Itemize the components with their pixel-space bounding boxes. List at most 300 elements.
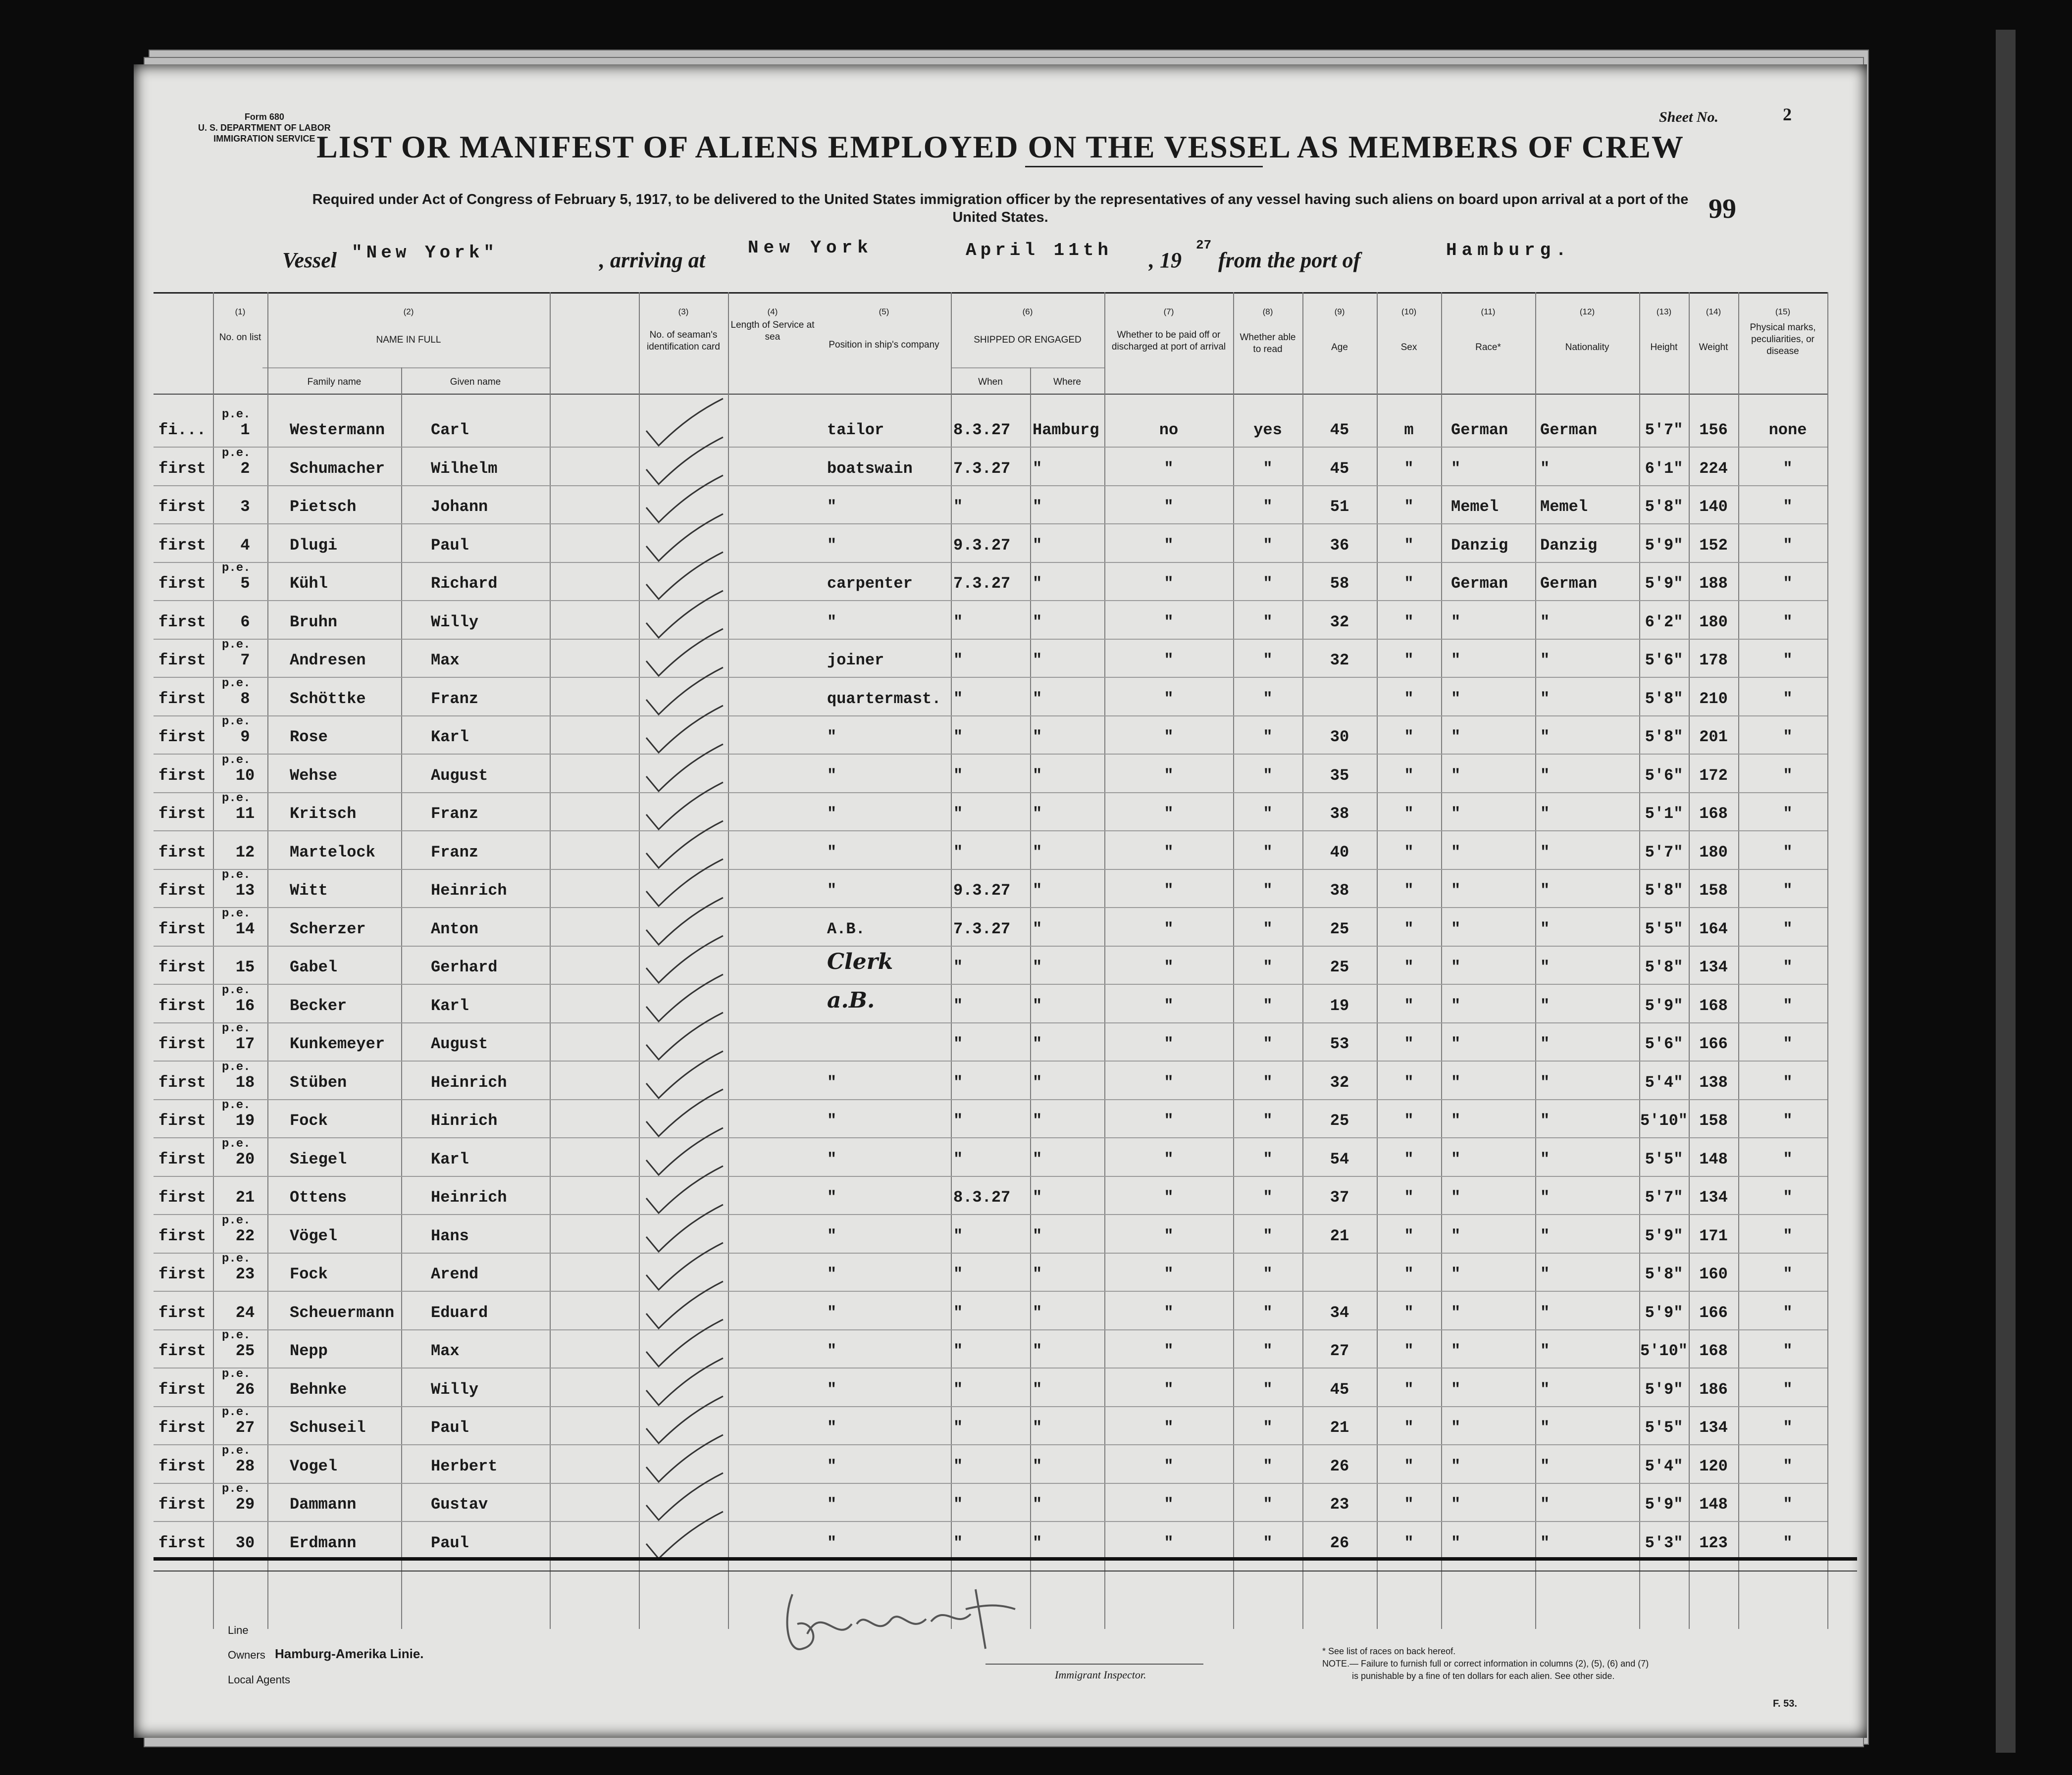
position: joiner xyxy=(827,651,884,669)
family-name: Schöttke xyxy=(290,689,366,708)
sex: " xyxy=(1404,1035,1414,1053)
nationality: " xyxy=(1540,843,1550,862)
position: " xyxy=(827,881,837,900)
weight: 188 xyxy=(1699,574,1728,593)
family-name: Gabel xyxy=(290,958,338,976)
position: A.B. xyxy=(827,919,865,938)
physical-marks: " xyxy=(1783,459,1793,478)
pe-mark: p.e. xyxy=(222,638,251,652)
nationality: " xyxy=(1540,1265,1550,1283)
table-row xyxy=(134,1294,1867,1332)
nationality: " xyxy=(1540,1419,1550,1437)
row-number: 30 xyxy=(235,1533,255,1552)
given-name: Paul xyxy=(431,1419,469,1437)
sex: " xyxy=(1404,728,1414,746)
shipped-when: " xyxy=(953,1265,963,1283)
position: tailor xyxy=(827,421,884,439)
shipped-where: " xyxy=(1033,1495,1042,1514)
height: 5'7" xyxy=(1645,1188,1683,1207)
row-prefix: first xyxy=(158,1303,207,1322)
table-row xyxy=(134,948,1867,987)
given-name: August xyxy=(431,766,488,785)
able-to-read: " xyxy=(1263,1073,1273,1092)
age: 54 xyxy=(1330,1150,1349,1168)
age: 35 xyxy=(1330,766,1349,785)
age: 25 xyxy=(1330,958,1349,976)
row-number: 10 xyxy=(235,766,255,785)
paid-off: " xyxy=(1164,651,1174,669)
row-rule xyxy=(154,792,1827,793)
position: " xyxy=(827,498,837,516)
manifest-page xyxy=(134,64,1867,1738)
shipped-where: " xyxy=(1033,498,1042,516)
able-to-read: " xyxy=(1263,1380,1273,1399)
shipped-where: " xyxy=(1033,536,1042,555)
paid-off: " xyxy=(1164,1342,1174,1360)
row-number: 25 xyxy=(235,1342,255,1360)
row-prefix: first xyxy=(158,1533,207,1552)
row-prefix: first xyxy=(158,612,207,631)
paid-off: " xyxy=(1164,1303,1174,1322)
pe-mark: p.e. xyxy=(222,1482,251,1496)
paid-off: " xyxy=(1164,1188,1174,1207)
col-number: (5) xyxy=(879,307,889,316)
race: " xyxy=(1451,651,1461,669)
shipped-when: " xyxy=(953,1303,963,1322)
row-rule xyxy=(154,869,1827,870)
family-name: Vogel xyxy=(290,1457,338,1475)
row-number: 5 xyxy=(240,574,250,593)
shipped-where: " xyxy=(1033,919,1042,938)
shipped-when: " xyxy=(953,805,963,823)
given-name: Willy xyxy=(431,1380,479,1399)
shipped-where: " xyxy=(1033,728,1042,746)
height: 5'6" xyxy=(1645,651,1683,669)
weight: 224 xyxy=(1699,459,1728,478)
physical-marks: " xyxy=(1783,766,1793,785)
nationality: " xyxy=(1540,728,1550,746)
row-number: 4 xyxy=(240,536,250,555)
race: " xyxy=(1451,728,1461,746)
sex: " xyxy=(1404,958,1414,976)
height: 5'10" xyxy=(1640,1112,1688,1130)
age: 53 xyxy=(1330,1035,1349,1053)
given-name: Franz xyxy=(431,805,479,823)
physical-marks: " xyxy=(1783,728,1793,746)
position: Clerk xyxy=(827,949,893,974)
shipped-where: " xyxy=(1033,766,1042,785)
physical-marks: " xyxy=(1783,1265,1793,1283)
table-row xyxy=(134,1099,1867,1140)
sex: " xyxy=(1404,805,1414,823)
pe-mark: p.e. xyxy=(222,868,251,882)
position: " xyxy=(827,612,837,631)
weight: 120 xyxy=(1699,1457,1728,1475)
row-rule xyxy=(154,1483,1827,1484)
row-number: 22 xyxy=(235,1226,255,1245)
shipped-where: " xyxy=(1033,1112,1042,1130)
family-name: Kühl xyxy=(290,574,328,593)
shipped-when: " xyxy=(953,1457,963,1475)
table-row xyxy=(134,446,1867,488)
sex: " xyxy=(1404,1188,1414,1207)
position: " xyxy=(827,1419,837,1437)
nationality: Memel xyxy=(1540,498,1588,516)
arriving-port: New York xyxy=(748,238,873,258)
shipped-where: " xyxy=(1033,1303,1042,1322)
family-name: Dlugi xyxy=(290,536,338,555)
age: 32 xyxy=(1330,1073,1349,1092)
shipped-where: " xyxy=(1033,1150,1042,1168)
row-prefix: first xyxy=(158,459,207,478)
col-number: (4) xyxy=(767,307,778,316)
given-name: Karl xyxy=(431,1150,469,1168)
header-height: Height xyxy=(1650,342,1678,353)
header-physical-marks: Physical marks, peculiarities, or disease xyxy=(1750,322,1816,356)
race: " xyxy=(1451,1533,1461,1552)
position: " xyxy=(827,1495,837,1514)
height: 5'1" xyxy=(1645,805,1683,823)
row-prefix: first xyxy=(158,1226,207,1245)
physical-marks: " xyxy=(1783,958,1793,976)
shipped-subheader-line xyxy=(951,367,1104,368)
race: " xyxy=(1451,1150,1461,1168)
race: " xyxy=(1451,805,1461,823)
nationality: " xyxy=(1540,1035,1550,1053)
paid-off: " xyxy=(1164,805,1174,823)
height: 5'8" xyxy=(1645,1265,1683,1283)
shipped-when: " xyxy=(953,1035,963,1053)
race: Memel xyxy=(1451,498,1499,516)
table-row xyxy=(134,488,1867,526)
footer-line-label: Line xyxy=(228,1624,249,1636)
shipped-when: " xyxy=(953,1150,963,1168)
pe-mark: p.e. xyxy=(222,676,251,690)
age: 51 xyxy=(1330,498,1349,516)
given-name: Gustav xyxy=(431,1495,488,1514)
row-prefix: first xyxy=(158,958,207,976)
shipped-when: 7.3.27 xyxy=(953,919,1011,938)
given-name: Johann xyxy=(431,498,488,516)
pe-mark: p.e. xyxy=(222,983,251,997)
given-name: Hinrich xyxy=(431,1112,498,1130)
nationality: " xyxy=(1540,1073,1550,1092)
height: 5'9" xyxy=(1645,1303,1683,1322)
nationality: " xyxy=(1540,958,1550,976)
weight: 180 xyxy=(1699,843,1728,862)
sex: " xyxy=(1404,1342,1414,1360)
row-prefix: first xyxy=(158,1495,207,1514)
physical-marks: " xyxy=(1783,651,1793,669)
shipped-when: " xyxy=(953,1495,963,1514)
age: 25 xyxy=(1330,919,1349,938)
paid-off: " xyxy=(1164,536,1174,555)
nationality: " xyxy=(1540,1457,1550,1475)
race: " xyxy=(1451,459,1461,478)
weight: 164 xyxy=(1699,919,1728,938)
table-row xyxy=(134,1406,1867,1447)
table-row xyxy=(134,1022,1867,1064)
weight: 210 xyxy=(1699,689,1728,708)
shipped-when: " xyxy=(953,958,963,976)
shipped-when: " xyxy=(953,1533,963,1552)
table-row xyxy=(134,1178,1867,1217)
family-name: Vögel xyxy=(290,1226,338,1245)
nationality: " xyxy=(1540,1188,1550,1207)
physical-marks: " xyxy=(1783,1112,1793,1130)
table-row xyxy=(134,907,1867,949)
header-position: Position in ship's company xyxy=(829,340,939,350)
height: 5'5" xyxy=(1645,1150,1683,1168)
pe-mark: p.e. xyxy=(222,1367,251,1381)
given-name: Eduard xyxy=(431,1303,488,1322)
row-rule xyxy=(154,447,1827,448)
able-to-read: " xyxy=(1263,1457,1273,1475)
col-number: (13) xyxy=(1656,307,1672,316)
sex: " xyxy=(1404,1226,1414,1245)
nationality: " xyxy=(1540,1342,1550,1360)
col-number: (14) xyxy=(1706,307,1721,316)
nationality: " xyxy=(1540,1380,1550,1399)
weight: 148 xyxy=(1699,1495,1728,1514)
shipped-when: " xyxy=(953,1419,963,1437)
col-number: (11) xyxy=(1481,307,1496,316)
header-length-service: Length of Service at sea xyxy=(730,320,815,342)
given-name: Carl xyxy=(431,421,469,439)
name-subheader-line xyxy=(262,367,550,368)
shipped-where: " xyxy=(1033,1380,1042,1399)
able-to-read: " xyxy=(1263,996,1273,1015)
sex: m xyxy=(1404,421,1414,439)
given-name: Willy xyxy=(431,612,479,631)
pe-mark: p.e. xyxy=(222,1329,251,1342)
age: 32 xyxy=(1330,651,1349,669)
height: 6'1" xyxy=(1645,459,1683,478)
able-to-read: " xyxy=(1263,843,1273,862)
family-name: Ottens xyxy=(290,1188,347,1207)
sex: " xyxy=(1404,1265,1414,1283)
race: " xyxy=(1451,996,1461,1015)
age: 38 xyxy=(1330,881,1349,900)
shipped-where: " xyxy=(1033,1419,1042,1437)
row-number: 11 xyxy=(235,805,255,823)
physical-marks: " xyxy=(1783,1380,1793,1399)
able-to-read: " xyxy=(1263,612,1273,631)
row-rule xyxy=(154,1368,1827,1369)
given-name: Franz xyxy=(431,689,479,708)
sex: " xyxy=(1404,612,1414,631)
race: " xyxy=(1451,1457,1461,1475)
paid-off: " xyxy=(1164,1112,1174,1130)
paid-off: " xyxy=(1164,1073,1174,1092)
footer-owners-label: Owners xyxy=(228,1649,265,1661)
pe-mark: p.e. xyxy=(222,1406,251,1419)
nationality: " xyxy=(1540,1495,1550,1514)
given-name: Heinrich xyxy=(431,1188,507,1207)
row-number: 9 xyxy=(240,728,250,746)
nationality: " xyxy=(1540,612,1550,631)
shipped-when: " xyxy=(953,689,963,708)
table-top-border xyxy=(154,292,1827,294)
row-rule xyxy=(154,907,1827,908)
family-name: Rose xyxy=(290,728,328,746)
paid-off: " xyxy=(1164,958,1174,976)
position: carpenter xyxy=(827,574,913,593)
header-weight: Weight xyxy=(1699,342,1728,353)
weight: 140 xyxy=(1699,498,1728,516)
weight: 138 xyxy=(1699,1073,1728,1092)
age: 25 xyxy=(1330,1112,1349,1130)
table-row xyxy=(134,526,1867,565)
header-name-in-full: NAME IN FULL xyxy=(376,335,441,345)
pe-mark: p.e. xyxy=(222,1137,251,1151)
shipped-where: " xyxy=(1033,612,1042,631)
given-name: Max xyxy=(431,1342,460,1360)
paid-off: " xyxy=(1164,1533,1174,1552)
row-prefix: first xyxy=(158,843,207,862)
shipped-when: " xyxy=(953,1342,963,1360)
col-number: (1) xyxy=(235,307,246,316)
form-identifier: Form 680 U. S. DEPARTMENT OF LABOR IMMIGRATION SERVICE xyxy=(198,112,331,144)
nationality: " xyxy=(1540,766,1550,785)
row-number: 23 xyxy=(235,1265,255,1283)
able-to-read: " xyxy=(1263,574,1273,593)
row-rule xyxy=(154,1406,1827,1407)
paid-off: " xyxy=(1164,689,1174,708)
able-to-read: " xyxy=(1263,459,1273,478)
row-rule xyxy=(154,1061,1827,1062)
given-name: Karl xyxy=(431,728,469,746)
given-name: Arend xyxy=(431,1265,479,1283)
shipped-where: " xyxy=(1033,1533,1042,1552)
row-prefix: first xyxy=(158,1150,207,1168)
paid-off: " xyxy=(1164,843,1174,862)
arriving-label: , arriving at xyxy=(599,248,705,272)
race: " xyxy=(1451,1380,1461,1399)
sex: " xyxy=(1404,498,1414,516)
able-to-read: " xyxy=(1263,536,1273,555)
age: 58 xyxy=(1330,574,1349,593)
shipped-when: " xyxy=(953,996,963,1015)
physical-marks: " xyxy=(1783,612,1793,631)
age: 30 xyxy=(1330,728,1349,746)
col-number: (6) xyxy=(1022,307,1033,316)
row-prefix: first xyxy=(158,689,207,708)
family-name: Fock xyxy=(290,1265,328,1283)
family-name: Wehse xyxy=(290,766,338,785)
weight: 168 xyxy=(1699,805,1728,823)
race: " xyxy=(1451,1188,1461,1207)
col-number: (7) xyxy=(1163,307,1174,316)
row-rule xyxy=(154,1291,1827,1292)
weight: 160 xyxy=(1699,1265,1728,1283)
race: " xyxy=(1451,843,1461,862)
row-number: 18 xyxy=(235,1073,255,1092)
shipped-when: " xyxy=(953,766,963,785)
shipped-where: " xyxy=(1033,689,1042,708)
pe-mark: p.e. xyxy=(222,753,251,767)
race: " xyxy=(1451,1226,1461,1245)
race: " xyxy=(1451,1073,1461,1092)
age: 37 xyxy=(1330,1188,1349,1207)
paid-off: " xyxy=(1164,881,1174,900)
height: 5'8" xyxy=(1645,881,1683,900)
race: " xyxy=(1451,612,1461,631)
physical-marks: " xyxy=(1783,1188,1793,1207)
row-number: 26 xyxy=(235,1380,255,1399)
table-row xyxy=(134,561,1867,603)
row-rule xyxy=(154,1176,1827,1177)
race: Danzig xyxy=(1451,536,1508,555)
sex: " xyxy=(1404,996,1414,1015)
row-prefix: first xyxy=(158,536,207,555)
shipped-where: " xyxy=(1033,651,1042,669)
given-name: Hans xyxy=(431,1226,469,1245)
nationality: Danzig xyxy=(1540,536,1598,555)
given-name: Max xyxy=(431,651,460,669)
col-number: (10) xyxy=(1401,307,1417,316)
family-name: Stüben xyxy=(290,1073,347,1092)
physical-marks: " xyxy=(1783,1073,1793,1092)
given-name: Richard xyxy=(431,574,498,593)
header-able-read: Whether able to read xyxy=(1240,332,1296,355)
nationality: German xyxy=(1540,574,1598,593)
family-name: Erdmann xyxy=(290,1533,357,1552)
row-rule xyxy=(154,1137,1827,1138)
able-to-read: " xyxy=(1263,1419,1273,1437)
position: " xyxy=(827,1533,837,1552)
height: 5'9" xyxy=(1645,996,1683,1015)
position: " xyxy=(827,805,837,823)
weight: 178 xyxy=(1699,651,1728,669)
nationality: " xyxy=(1540,919,1550,938)
pe-mark: p.e. xyxy=(222,1214,251,1227)
table-bottom-rule xyxy=(154,1557,1857,1561)
sex: " xyxy=(1404,843,1414,862)
footer-agents-label: Local Agents xyxy=(228,1674,290,1686)
position: " xyxy=(827,1342,837,1360)
given-name: Paul xyxy=(431,536,469,555)
physical-marks: " xyxy=(1783,1495,1793,1514)
col-number: (15) xyxy=(1775,307,1791,316)
height: 5'7" xyxy=(1645,421,1683,439)
row-number: 24 xyxy=(235,1303,255,1322)
able-to-read: " xyxy=(1263,1342,1273,1360)
given-name: Wilhelm xyxy=(431,459,498,478)
able-to-read: " xyxy=(1263,689,1273,708)
family-name: Andresen xyxy=(290,651,366,669)
age: 45 xyxy=(1330,459,1349,478)
row-rule xyxy=(154,639,1827,640)
paid-off: " xyxy=(1164,1035,1174,1053)
sex: " xyxy=(1404,689,1414,708)
row-number: 20 xyxy=(235,1150,255,1168)
row-rule xyxy=(154,523,1827,524)
position: " xyxy=(827,1112,837,1130)
race: " xyxy=(1451,1342,1461,1360)
position: quartermast. xyxy=(827,689,941,708)
physical-marks: " xyxy=(1783,1533,1793,1552)
shipped-when: 8.3.27 xyxy=(953,1188,1011,1207)
height: 6'2" xyxy=(1645,612,1683,631)
row-prefix: first xyxy=(158,1112,207,1130)
shipped-when: " xyxy=(953,1112,963,1130)
table-row xyxy=(134,1214,1867,1256)
row-prefix: first xyxy=(158,728,207,746)
weight: 201 xyxy=(1699,728,1728,746)
nationality: " xyxy=(1540,689,1550,708)
shipped-where: " xyxy=(1033,1342,1042,1360)
